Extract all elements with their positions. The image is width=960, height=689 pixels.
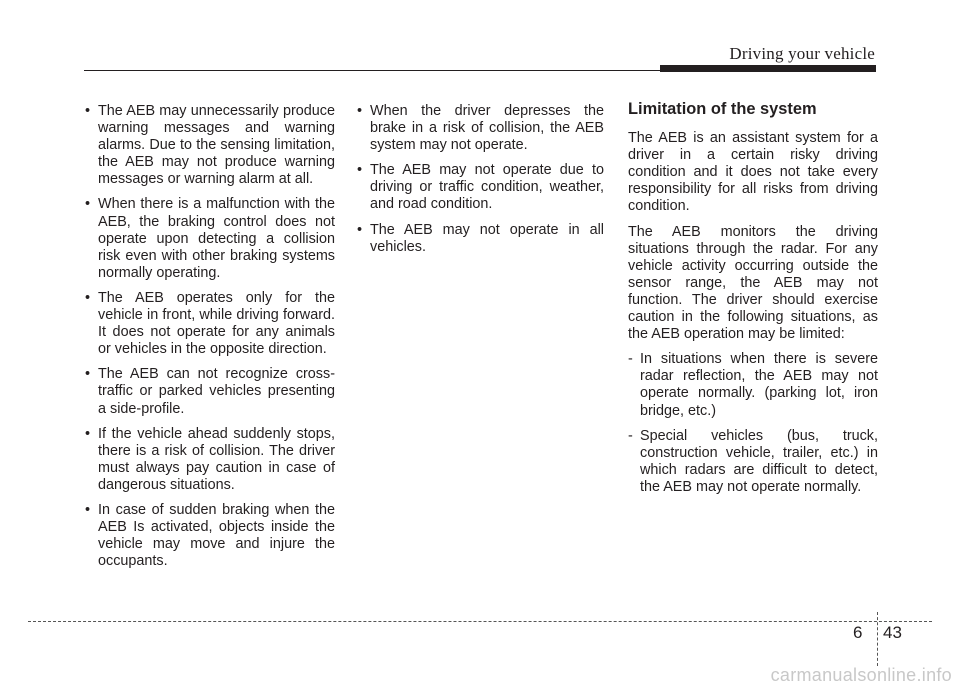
bullet-marker: • [357,162,363,179]
footer-vertical-dashed-line [877,612,878,666]
bullet-marker: • [357,221,363,238]
bullet-item: • When the driver depresses the brake in a risk of collision, the AEB system may not operate. [357,103,604,154]
text-column-1 [82,103,335,578]
header-rule [84,70,666,71]
bullet-marker: • [85,366,91,383]
bullet-item: • The AEB may not operate due to driving or traffic condition, weather, and road condition. [357,162,604,213]
bullet-item: • When there is a malfunction with the AEB, the braking control does not operate upon detecting a collision risk even with other braking systems normally operating. [85,196,335,281]
bullet-marker: • [85,196,91,213]
bullet-marker: • [357,103,363,119]
bullet-item: • The AEB operates only for the vehicle in front, while driving forward. It does not operate for any animals or vehicles in the opposite direction. [85,289,335,358]
bullet-item: • The AEB may unnecessarily produce warning messages and warning alarms. Due to the sensing limitation, the AEB may not produce warning messages or warning alarm at all. [85,103,335,188]
bullet-list [82,103,335,570]
dash-item: - Special vehicles (bus, truck, construction vehicle, trailer, etc.) in which radars are difficult to detect, the AEB may not operate normally. [628,427,878,495]
bullet-list [354,103,604,256]
text-column-3 [628,100,878,504]
watermark: carmanualsonline.info [770,665,952,685]
page-number: 43 [883,623,902,642]
bullet-marker: • [85,425,91,442]
bullet-item: • In case of sudden braking when the AEB Is activated, objects inside the vehicle may move and injure the occupants. [85,501,335,570]
bullet-item: • The AEB can not recognize cross-traffic or parked vehicles presenting a side-profile. [85,366,335,417]
bullet-marker: • [85,103,91,119]
dash-marker: - [628,351,633,368]
paragraph: The AEB monitors the driving situations through the radar. For any vehicle activity occurring outside the sensor range, the AEB may not function. The driver should exercise caution in the following situations, as the AEB operation may be limited: [628,223,878,343]
paragraph: The AEB is an assistant system for a driver in a certain risky driving condition and it does not take every responsibility for all risks from driving condition. [628,130,878,215]
header-rule-bar [660,65,876,72]
dash-marker: - [628,427,633,444]
dash-item: - In situations when there is severe radar reflection, the AEB may not operate normally. (parking lot, iron bridge, etc.) [628,351,878,419]
footer-dashed-line [28,621,932,622]
bullet-marker: • [85,501,91,518]
section-heading: Limitation of the system [628,100,817,118]
bullet-marker: • [85,289,91,306]
chapter-number: 6 [853,623,863,642]
bullet-item: • The AEB may not operate in all vehicles. [357,221,604,255]
dash-list [628,351,878,496]
section-header-title: Driving your vehicle [729,44,875,63]
bullet-item: • If the vehicle ahead suddenly stops, there is a risk of collision. The driver must always pay caution in case of dangerous situations. [85,425,335,493]
text-column-2 [354,103,604,264]
